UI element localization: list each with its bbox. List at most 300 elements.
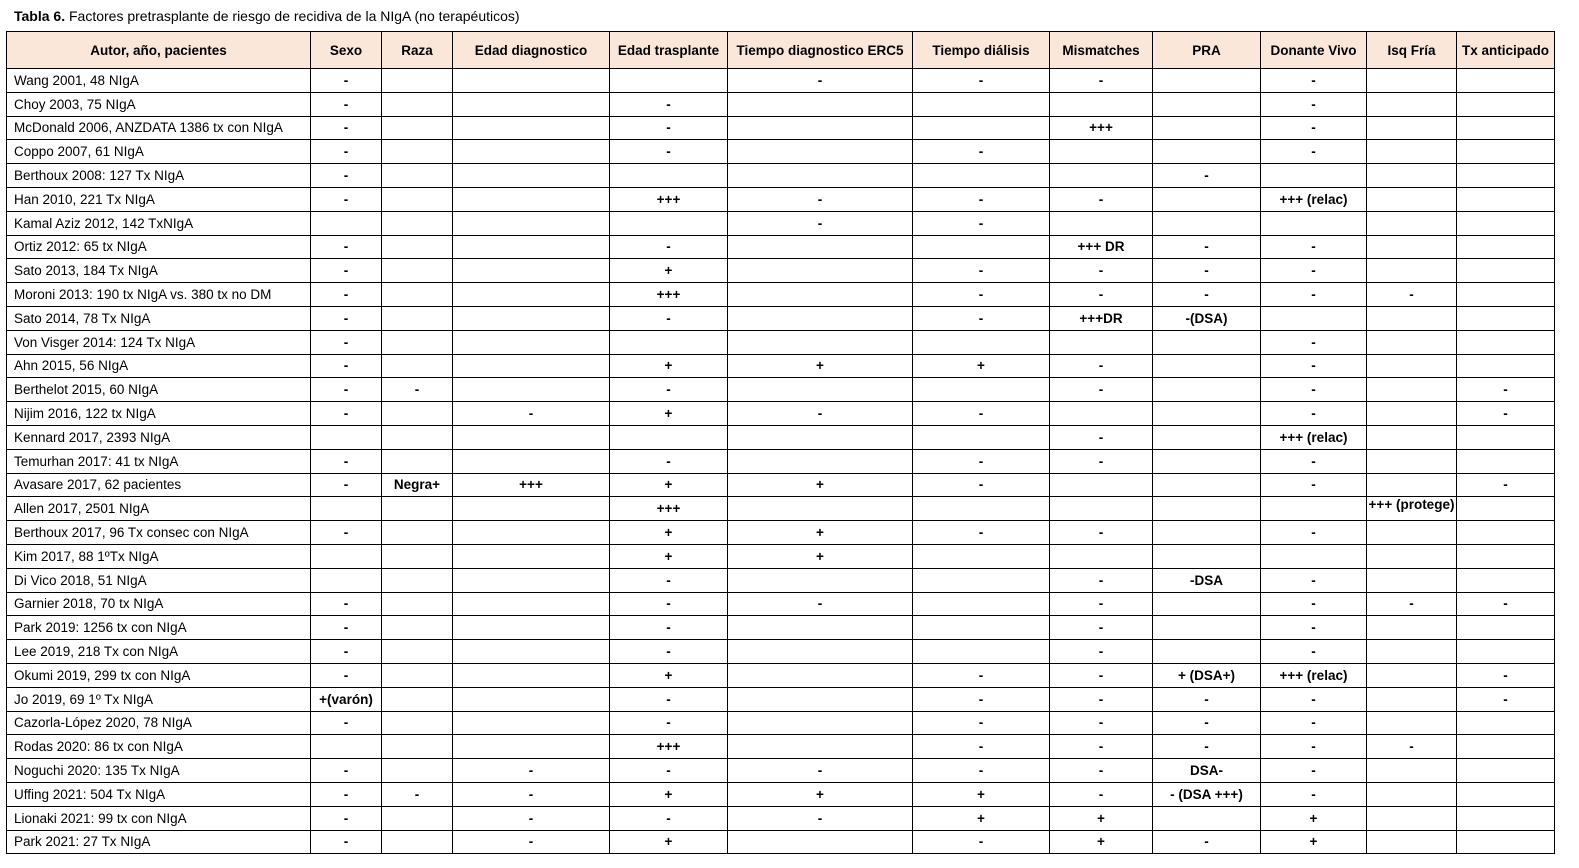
- table-row: [7, 640, 1555, 664]
- cell-author: Wang 2001, 48 NIgA: [7, 69, 311, 93]
- cell-author: Coppo 2007, 61 NIgA: [7, 140, 311, 164]
- cell-mismatches: -: [1050, 640, 1153, 664]
- cell-time-dialysis: -: [913, 140, 1050, 164]
- cell-race: [382, 187, 453, 211]
- cell-living-donor: -: [1261, 69, 1367, 93]
- cell-time-dialysis: [913, 164, 1050, 188]
- cell-pra: [1153, 140, 1261, 164]
- cell-cold-ischemia: [1367, 711, 1457, 735]
- cell-mismatches: -: [1050, 663, 1153, 687]
- cell-cold-ischemia: [1367, 306, 1457, 330]
- cell-pra: [1153, 449, 1261, 473]
- cell-preemptive-tx: [1457, 164, 1555, 188]
- cell-age-diagnosis: [453, 378, 610, 402]
- table-row: [7, 616, 1555, 640]
- cell-age-diagnosis: [453, 235, 610, 259]
- cell-age-transplant: +++: [610, 187, 728, 211]
- cell-time-dialysis: [913, 592, 1050, 616]
- cell-time-dialysis: -: [913, 259, 1050, 283]
- cell-mismatches: -: [1050, 425, 1153, 449]
- cell-time-diagnosis-ckd5: [728, 283, 913, 307]
- risk-factors-table: [6, 31, 1555, 854]
- cell-time-diagnosis-ckd5: -: [728, 69, 913, 93]
- cell-living-donor: -: [1261, 687, 1367, 711]
- cell-race: [382, 259, 453, 283]
- table-row: [7, 759, 1555, 783]
- cell-time-dialysis: +: [913, 354, 1050, 378]
- cell-living-donor: [1261, 306, 1367, 330]
- cell-mismatches: +++: [1050, 116, 1153, 140]
- cell-mismatches: -: [1050, 521, 1153, 545]
- table-row: [7, 283, 1555, 307]
- cell-age-diagnosis: [453, 354, 610, 378]
- cell-time-dialysis: -: [913, 306, 1050, 330]
- cell-author: Di Vico 2018, 51 NIgA: [7, 568, 311, 592]
- cell-preemptive-tx: -: [1457, 378, 1555, 402]
- cell-mismatches: [1050, 92, 1153, 116]
- cell-time-diagnosis-ckd5: -: [728, 211, 913, 235]
- cell-sex: -: [311, 759, 382, 783]
- cell-preemptive-tx: [1457, 735, 1555, 759]
- cell-time-diagnosis-ckd5: +: [728, 521, 913, 545]
- cell-time-diagnosis-ckd5: [728, 259, 913, 283]
- cell-mismatches: -: [1050, 711, 1153, 735]
- cell-age-diagnosis: -: [453, 782, 610, 806]
- cell-age-transplant: [610, 69, 728, 93]
- cell-mismatches: +++ DR: [1050, 235, 1153, 259]
- cell-living-donor: -: [1261, 759, 1367, 783]
- header-pra: PRA: [1153, 32, 1261, 69]
- cell-mismatches: -: [1050, 782, 1153, 806]
- cell-mismatches: -: [1050, 449, 1153, 473]
- table-row: [7, 830, 1555, 854]
- cell-living-donor: -: [1261, 140, 1367, 164]
- cell-sex: -: [311, 616, 382, 640]
- cell-preemptive-tx: [1457, 92, 1555, 116]
- table-row: [7, 473, 1555, 497]
- cell-race: Negra+: [382, 473, 453, 497]
- cell-age-diagnosis: [453, 140, 610, 164]
- cell-author: Temurhan 2017: 41 tx NIgA: [7, 449, 311, 473]
- cell-age-transplant: [610, 164, 728, 188]
- cell-sex: -: [311, 140, 382, 164]
- cell-pra: [1153, 92, 1261, 116]
- cell-race: [382, 687, 453, 711]
- cell-sex: [311, 735, 382, 759]
- table-header-row: [7, 32, 1555, 69]
- cell-age-diagnosis: [453, 687, 610, 711]
- cell-preemptive-tx: [1457, 116, 1555, 140]
- cell-author: Cazorla-López 2020, 78 NIgA: [7, 711, 311, 735]
- cell-cold-ischemia: [1367, 354, 1457, 378]
- cell-age-transplant: -: [610, 592, 728, 616]
- cell-author: Okumi 2019, 299 tx con NIgA: [7, 663, 311, 687]
- cell-pra: [1153, 378, 1261, 402]
- cell-age-diagnosis: [453, 544, 610, 568]
- cell-cold-ischemia: [1367, 259, 1457, 283]
- header-living-donor: Donante Vivo: [1261, 32, 1367, 69]
- cell-preemptive-tx: [1457, 759, 1555, 783]
- cell-time-dialysis: [913, 235, 1050, 259]
- header-time-diagnosis-ckd5: Tiempo diagnostico ERC5: [728, 32, 913, 69]
- cell-mismatches: -: [1050, 592, 1153, 616]
- cell-time-diagnosis-ckd5: [728, 92, 913, 116]
- cell-living-donor: [1261, 497, 1367, 521]
- cell-living-donor: -: [1261, 782, 1367, 806]
- cell-sex: -: [311, 116, 382, 140]
- cell-age-diagnosis: [453, 283, 610, 307]
- cell-age-diagnosis: [453, 497, 610, 521]
- cell-cold-ischemia: -: [1367, 283, 1457, 307]
- cell-time-diagnosis-ckd5: [728, 140, 913, 164]
- cell-mismatches: -: [1050, 687, 1153, 711]
- cell-time-dialysis: -: [913, 759, 1050, 783]
- cell-pra: [1153, 806, 1261, 830]
- cell-pra: [1153, 354, 1261, 378]
- cell-age-transplant: -: [610, 116, 728, 140]
- cell-race: [382, 521, 453, 545]
- cell-age-transplant: +++: [610, 497, 728, 521]
- cell-author: Berthelot 2015, 60 NIgA: [7, 378, 311, 402]
- cell-author: Kim 2017, 88 1ºTx NIgA: [7, 544, 311, 568]
- cell-pra: [1153, 473, 1261, 497]
- table-row: [7, 235, 1555, 259]
- cell-race: [382, 69, 453, 93]
- cell-living-donor: -: [1261, 92, 1367, 116]
- cell-time-dialysis: -: [913, 402, 1050, 426]
- table-row: [7, 259, 1555, 283]
- cell-time-dialysis: [913, 568, 1050, 592]
- cell-age-diagnosis: [453, 592, 610, 616]
- cell-time-diagnosis-ckd5: [728, 497, 913, 521]
- cell-age-diagnosis: [453, 711, 610, 735]
- cell-pra: [1153, 211, 1261, 235]
- cell-age-transplant: -: [610, 687, 728, 711]
- cell-living-donor: +++ (relac): [1261, 187, 1367, 211]
- cell-mismatches: [1050, 473, 1153, 497]
- cell-time-dialysis: -: [913, 521, 1050, 545]
- cell-time-dialysis: [913, 330, 1050, 354]
- table-caption-text: Factores pretrasplante de riesgo de recidiva de la NIgA (no terapéuticos): [65, 8, 520, 24]
- cell-preemptive-tx: [1457, 782, 1555, 806]
- table-row: [7, 69, 1555, 93]
- cell-age-transplant: +: [610, 473, 728, 497]
- cell-author: McDonald 2006, ANZDATA 1386 tx con NIgA: [7, 116, 311, 140]
- cell-living-donor: -: [1261, 640, 1367, 664]
- table-row: [7, 116, 1555, 140]
- cell-race: [382, 806, 453, 830]
- header-age-transplant: Edad trasplante: [610, 32, 728, 69]
- table-row: [7, 592, 1555, 616]
- table-row: [7, 521, 1555, 545]
- cell-sex: -: [311, 164, 382, 188]
- cell-age-diagnosis: [453, 568, 610, 592]
- cell-mismatches: [1050, 140, 1153, 164]
- cell-cold-ischemia: [1367, 140, 1457, 164]
- cell-mismatches: +++DR: [1050, 306, 1153, 330]
- cell-age-diagnosis: [453, 640, 610, 664]
- table-row: [7, 211, 1555, 235]
- cell-time-diagnosis-ckd5: [728, 116, 913, 140]
- cell-age-diagnosis: [453, 164, 610, 188]
- cell-time-diagnosis-ckd5: [728, 830, 913, 854]
- cell-age-transplant: +++: [610, 283, 728, 307]
- cell-pra: -DSA: [1153, 568, 1261, 592]
- cell-preemptive-tx: -: [1457, 663, 1555, 687]
- cell-cold-ischemia: [1367, 806, 1457, 830]
- cell-pra: [1153, 402, 1261, 426]
- cell-pra: -: [1153, 164, 1261, 188]
- cell-age-diagnosis: [453, 187, 610, 211]
- cell-race: [382, 711, 453, 735]
- table-row: [7, 782, 1555, 806]
- cell-cold-ischemia: -: [1367, 592, 1457, 616]
- table-row: [7, 544, 1555, 568]
- cell-age-transplant: -: [610, 306, 728, 330]
- cell-preemptive-tx: [1457, 235, 1555, 259]
- cell-living-donor: [1261, 164, 1367, 188]
- cell-time-diagnosis-ckd5: [728, 663, 913, 687]
- cell-mismatches: -: [1050, 69, 1153, 93]
- cell-time-diagnosis-ckd5: [728, 425, 913, 449]
- cell-time-dialysis: -: [913, 449, 1050, 473]
- cell-cold-ischemia: [1367, 759, 1457, 783]
- cell-author: Von Visger 2014: 124 Tx NIgA: [7, 330, 311, 354]
- cell-time-diagnosis-ckd5: -: [728, 187, 913, 211]
- table-row: [7, 663, 1555, 687]
- cell-time-diagnosis-ckd5: [728, 235, 913, 259]
- cell-sex: -: [311, 283, 382, 307]
- cell-pra: + (DSA+): [1153, 663, 1261, 687]
- cell-race: [382, 164, 453, 188]
- cell-time-diagnosis-ckd5: [728, 449, 913, 473]
- cell-time-dialysis: -: [913, 830, 1050, 854]
- cell-cold-ischemia: [1367, 830, 1457, 854]
- cell-age-diagnosis: [453, 330, 610, 354]
- cell-living-donor: -: [1261, 378, 1367, 402]
- table-row: [7, 306, 1555, 330]
- cell-living-donor: -: [1261, 473, 1367, 497]
- cell-race: -: [382, 378, 453, 402]
- cell-mismatches: -: [1050, 616, 1153, 640]
- cell-race: [382, 235, 453, 259]
- cell-age-transplant: -: [610, 640, 728, 664]
- cell-mismatches: +: [1050, 830, 1153, 854]
- cell-sex: -: [311, 92, 382, 116]
- cell-age-diagnosis: [453, 116, 610, 140]
- cell-age-transplant: +: [610, 782, 728, 806]
- cell-living-donor: -: [1261, 735, 1367, 759]
- cell-mismatches: [1050, 330, 1153, 354]
- cell-author: Garnier 2018, 70 tx NIgA: [7, 592, 311, 616]
- cell-time-diagnosis-ckd5: -: [728, 402, 913, 426]
- cell-race: -: [382, 782, 453, 806]
- cell-preemptive-tx: [1457, 283, 1555, 307]
- cell-age-diagnosis: [453, 449, 610, 473]
- cell-preemptive-tx: [1457, 69, 1555, 93]
- cell-race: [382, 544, 453, 568]
- cell-author: Lionaki 2021: 99 tx con NIgA: [7, 806, 311, 830]
- cell-author: Kamal Aziz 2012, 142 TxNIgA: [7, 211, 311, 235]
- cell-living-donor: -: [1261, 283, 1367, 307]
- table-row: [7, 711, 1555, 735]
- cell-author: Allen 2017, 2501 NIgA: [7, 497, 311, 521]
- cell-time-diagnosis-ckd5: [728, 568, 913, 592]
- cell-author: Lee 2019, 218 Tx con NIgA: [7, 640, 311, 664]
- cell-age-transplant: +: [610, 354, 728, 378]
- cell-time-dialysis: [913, 116, 1050, 140]
- cell-race: [382, 306, 453, 330]
- table-row: [7, 164, 1555, 188]
- cell-cold-ischemia: [1367, 425, 1457, 449]
- cell-age-transplant: -: [610, 449, 728, 473]
- cell-pra: -: [1153, 259, 1261, 283]
- cell-age-transplant: [610, 330, 728, 354]
- cell-sex: -: [311, 782, 382, 806]
- cell-cold-ischemia: [1367, 330, 1457, 354]
- cell-pra: [1153, 187, 1261, 211]
- cell-mismatches: [1050, 497, 1153, 521]
- cell-sex: -: [311, 592, 382, 616]
- cell-pra: - (DSA +++): [1153, 782, 1261, 806]
- cell-sex: -: [311, 235, 382, 259]
- cell-living-donor: -: [1261, 449, 1367, 473]
- cell-time-dialysis: -: [913, 211, 1050, 235]
- cell-cold-ischemia: [1367, 69, 1457, 93]
- cell-pra: [1153, 616, 1261, 640]
- cell-author: Nijim 2016, 122 tx NIgA: [7, 402, 311, 426]
- cell-time-dialysis: -: [913, 473, 1050, 497]
- cell-age-transplant: -: [610, 140, 728, 164]
- cell-mismatches: -: [1050, 568, 1153, 592]
- cell-time-dialysis: [913, 544, 1050, 568]
- cell-time-dialysis: -: [913, 187, 1050, 211]
- cell-author: Ahn 2015, 56 NIgA: [7, 354, 311, 378]
- cell-sex: -: [311, 640, 382, 664]
- cell-living-donor: -: [1261, 116, 1367, 140]
- cell-pra: [1153, 425, 1261, 449]
- cell-sex: -: [311, 187, 382, 211]
- cell-preemptive-tx: [1457, 425, 1555, 449]
- cell-living-donor: -: [1261, 521, 1367, 545]
- cell-sex: -: [311, 711, 382, 735]
- cell-sex: -: [311, 521, 382, 545]
- cell-mismatches: -: [1050, 735, 1153, 759]
- cell-cold-ischemia: [1367, 640, 1457, 664]
- cell-sex: -: [311, 449, 382, 473]
- cell-cold-ischemia: [1367, 449, 1457, 473]
- cell-sex: -: [311, 306, 382, 330]
- cell-living-donor: -: [1261, 402, 1367, 426]
- cell-preemptive-tx: -: [1457, 592, 1555, 616]
- cell-pra: [1153, 544, 1261, 568]
- cell-author: Jo 2019, 69 1º Tx NIgA: [7, 687, 311, 711]
- cell-cold-ischemia: [1367, 235, 1457, 259]
- cell-age-transplant: +: [610, 402, 728, 426]
- cell-preemptive-tx: [1457, 140, 1555, 164]
- cell-age-diagnosis: -: [453, 830, 610, 854]
- table-row: [7, 402, 1555, 426]
- cell-pra: -: [1153, 711, 1261, 735]
- cell-time-dialysis: [913, 425, 1050, 449]
- cell-time-diagnosis-ckd5: [728, 687, 913, 711]
- cell-time-diagnosis-ckd5: -: [728, 759, 913, 783]
- cell-age-transplant: -: [610, 806, 728, 830]
- cell-age-transplant: +++: [610, 735, 728, 759]
- cell-living-donor: -: [1261, 568, 1367, 592]
- cell-sex: -: [311, 806, 382, 830]
- cell-author: Park 2021: 27 Tx NIgA: [7, 830, 311, 854]
- cell-sex: -: [311, 354, 382, 378]
- cell-time-diagnosis-ckd5: +: [728, 473, 913, 497]
- cell-time-diagnosis-ckd5: -: [728, 592, 913, 616]
- cell-mismatches: -: [1050, 354, 1153, 378]
- cell-preemptive-tx: [1457, 354, 1555, 378]
- cell-mismatches: -: [1050, 283, 1153, 307]
- header-author: Autor, año, pacientes: [7, 32, 311, 69]
- cell-race: [382, 735, 453, 759]
- cell-time-diagnosis-ckd5: [728, 378, 913, 402]
- table-row: [7, 330, 1555, 354]
- cell-race: [382, 449, 453, 473]
- cell-author: Noguchi 2020: 135 Tx NIgA: [7, 759, 311, 783]
- cell-race: [382, 425, 453, 449]
- header-age-diagnosis: Edad diagnostico: [453, 32, 610, 69]
- cell-race: [382, 568, 453, 592]
- cell-living-donor: +: [1261, 806, 1367, 830]
- cell-age-transplant: [610, 425, 728, 449]
- cell-pra: DSA-: [1153, 759, 1261, 783]
- cell-race: [382, 116, 453, 140]
- cell-preemptive-tx: [1457, 616, 1555, 640]
- table-row: [7, 140, 1555, 164]
- cell-age-transplant: -: [610, 759, 728, 783]
- cell-pra: -: [1153, 235, 1261, 259]
- cell-race: [382, 759, 453, 783]
- cell-author: Berthoux 2008: 127 Tx NIgA: [7, 164, 311, 188]
- cell-preemptive-tx: [1457, 211, 1555, 235]
- cell-living-donor: -: [1261, 354, 1367, 378]
- cell-time-diagnosis-ckd5: [728, 640, 913, 664]
- cell-sex: [311, 211, 382, 235]
- cell-author: Sato 2014, 78 Tx NIgA: [7, 306, 311, 330]
- cell-living-donor: [1261, 211, 1367, 235]
- cell-age-transplant: +: [610, 544, 728, 568]
- cell-age-diagnosis: -: [453, 806, 610, 830]
- cell-time-diagnosis-ckd5: -: [728, 806, 913, 830]
- cell-pra: [1153, 330, 1261, 354]
- cell-cold-ischemia: [1367, 616, 1457, 640]
- header-mismatches: Mismatches: [1050, 32, 1153, 69]
- cell-sex: -: [311, 259, 382, 283]
- table-row: [7, 735, 1555, 759]
- cell-sex: -: [311, 402, 382, 426]
- cell-preemptive-tx: -: [1457, 473, 1555, 497]
- cell-race: [382, 402, 453, 426]
- cell-living-donor: -: [1261, 235, 1367, 259]
- cell-age-diagnosis: [453, 663, 610, 687]
- cell-time-dialysis: [913, 616, 1050, 640]
- cell-sex: [311, 544, 382, 568]
- cell-preemptive-tx: [1457, 830, 1555, 854]
- table-caption: [14, 7, 520, 25]
- cell-author: Park 2019: 1256 tx con NIgA: [7, 616, 311, 640]
- cell-preemptive-tx: [1457, 187, 1555, 211]
- cell-author: Rodas 2020: 86 tx con NIgA: [7, 735, 311, 759]
- table-row: [7, 687, 1555, 711]
- cell-pra: -(DSA): [1153, 306, 1261, 330]
- cell-age-diagnosis: +++: [453, 473, 610, 497]
